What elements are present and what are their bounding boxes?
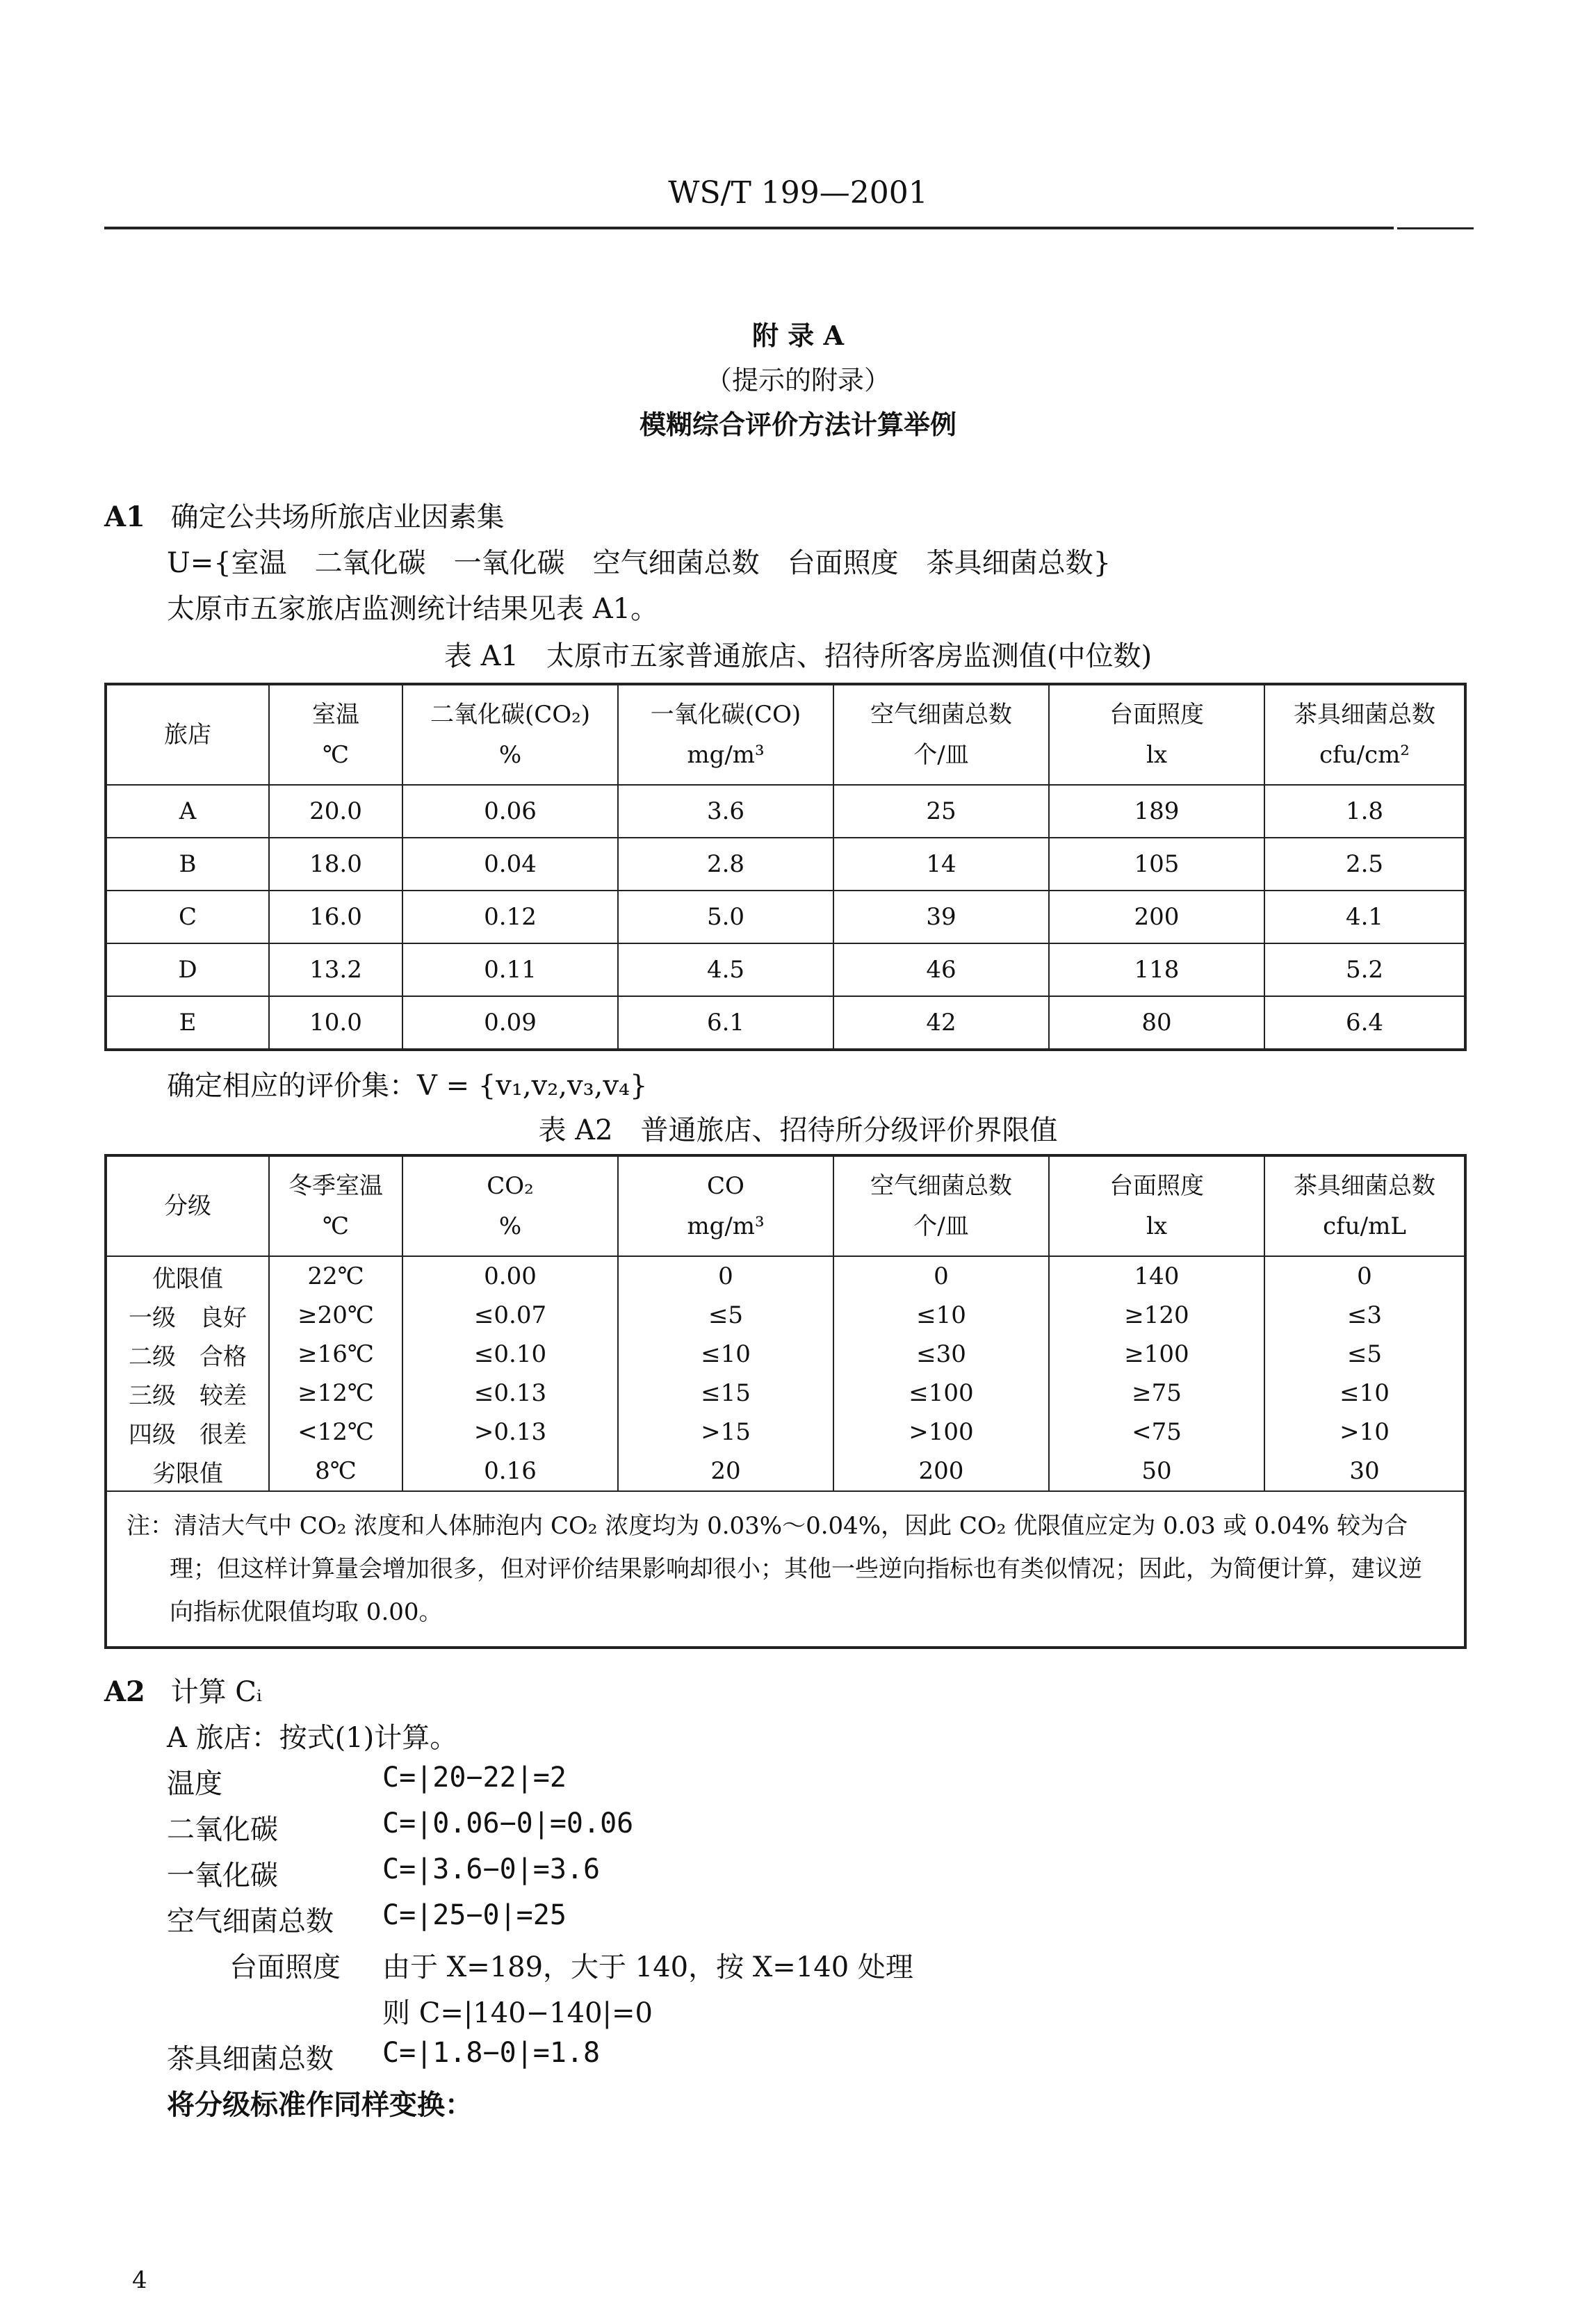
cell: 14 — [833, 838, 1049, 891]
cell: 50 — [1049, 1452, 1264, 1491]
calc-label-co: 一氧化碳 — [167, 1860, 278, 1892]
table1-caption: 表 A1 太原市五家普通旅店、招待所客房监测值(中位数) — [443, 640, 1153, 672]
cell: 80 — [1049, 996, 1264, 1050]
table-header-row — [106, 684, 1465, 785]
calc-label-illuminance: 台面照度 — [229, 1951, 341, 1983]
section-title: 计算 Cᵢ — [170, 1676, 262, 1708]
section-number: A1 — [104, 501, 145, 533]
page-number: 4 — [132, 2266, 147, 2294]
cell: 22℃ — [269, 1256, 402, 1296]
cell: 0.00 — [402, 1256, 618, 1296]
cell: >100 — [833, 1413, 1049, 1452]
table-row — [106, 1413, 1465, 1452]
cell: ≤30 — [833, 1335, 1049, 1374]
cell: ≤10 — [833, 1296, 1049, 1335]
section-a1-heading — [104, 495, 505, 535]
table-row — [106, 891, 1465, 943]
header-illuminance: 台面照度 lx — [1049, 684, 1264, 785]
factor-set: U={室温 二氧化碳 一氧化碳 空气细菌总数 台面照度 茶具细菌总数} — [167, 547, 1112, 579]
header-winter-temperature: 冬季室温 ℃ — [269, 1155, 402, 1256]
cell: 劣限值 — [106, 1452, 269, 1491]
cell: 200 — [833, 1452, 1049, 1491]
calc-formula-co2: C=|0.06−0|=0.06 — [382, 1807, 634, 1839]
header-air-bacteria: 空气细菌总数 个/皿 — [833, 1155, 1049, 1256]
calc-label-air-bacteria: 空气细菌总数 — [167, 1905, 334, 1937]
cell: 18.0 — [269, 838, 402, 891]
cell: 三级 较差 — [106, 1374, 269, 1413]
calc-formula-tea-bacteria: C=|1.8−0|=1.8 — [382, 2037, 601, 2069]
cell: E — [106, 996, 269, 1050]
cell: 4.5 — [618, 943, 833, 996]
cell: ≥120 — [1049, 1296, 1264, 1335]
cell: 20 — [618, 1452, 833, 1491]
calc-label-tea-bacteria: 茶具细菌总数 — [167, 2043, 334, 2075]
cell: 25 — [833, 785, 1049, 838]
cell: ≤0.13 — [402, 1374, 618, 1413]
header-co2: 二氧化碳(CO₂) % — [402, 684, 618, 785]
section-number: A2 — [104, 1675, 145, 1708]
cell: >10 — [1264, 1413, 1465, 1452]
cell: C — [106, 891, 269, 943]
table-header-row — [106, 1155, 1465, 1256]
cell: 20.0 — [269, 785, 402, 838]
cell: 30 — [1264, 1452, 1465, 1491]
cell: 4.1 — [1264, 891, 1465, 943]
header-hotel: 旅店 — [106, 684, 269, 785]
calc-formula-co: C=|3.6−0|=3.6 — [382, 1853, 601, 1885]
cell: B — [106, 838, 269, 891]
table-row — [106, 1296, 1465, 1335]
cell: <75 — [1049, 1413, 1264, 1452]
header-tea-bacteria: 茶具细菌总数 cfu/mL — [1264, 1155, 1465, 1256]
cell: A — [106, 785, 269, 838]
calc-label-co2: 二氧化碳 — [167, 1814, 278, 1846]
cell: 0.09 — [402, 996, 618, 1050]
cell: ≤10 — [1264, 1374, 1465, 1413]
cell: ≤5 — [618, 1296, 833, 1335]
cell: 0.04 — [402, 838, 618, 891]
section-a2-heading — [104, 1670, 262, 1709]
table-row — [106, 1452, 1465, 1491]
table-row — [106, 1256, 1465, 1296]
cell: >0.13 — [402, 1413, 618, 1452]
cell: 6.4 — [1264, 996, 1465, 1050]
cell: 3.6 — [618, 785, 833, 838]
cell: ≥16℃ — [269, 1335, 402, 1374]
cell: ≤5 — [1264, 1335, 1465, 1374]
cell: 0 — [833, 1256, 1049, 1296]
cell: >15 — [618, 1413, 833, 1452]
header-air-bacteria: 空气细菌总数 个/皿 — [833, 684, 1049, 785]
cell: 46 — [833, 943, 1049, 996]
cell: 四级 很差 — [106, 1413, 269, 1452]
cell: 10.0 — [269, 996, 402, 1050]
cell: 8℃ — [269, 1452, 402, 1491]
cell: 39 — [833, 891, 1049, 943]
cell: ≥12℃ — [269, 1374, 402, 1413]
header-rule-tail — [1397, 227, 1474, 229]
document-header: WS/T 199—2001 — [668, 175, 928, 211]
cell: 0 — [618, 1256, 833, 1296]
cell: 1.8 — [1264, 785, 1465, 838]
calc-label-temperature: 温度 — [167, 1768, 222, 1800]
cell: 优限值 — [106, 1256, 269, 1296]
cell: 二级 合格 — [106, 1335, 269, 1374]
table-row — [106, 996, 1465, 1050]
cell: 200 — [1049, 891, 1264, 943]
cell: 189 — [1049, 785, 1264, 838]
calc-illuminance-condition: 由于 X=189，大于 140，按 X=140 处理 — [382, 1951, 913, 1983]
closing-line: 将分级标准作同样变换： — [167, 2088, 473, 2121]
table-row — [106, 1374, 1465, 1413]
cell: D — [106, 943, 269, 996]
table-row — [106, 943, 1465, 996]
cell: ≥20℃ — [269, 1296, 402, 1335]
cell: 0.16 — [402, 1452, 618, 1491]
cell: 5.2 — [1264, 943, 1465, 996]
header-rule — [104, 227, 1394, 229]
appendix-subtitle: （提示的附录） — [705, 365, 890, 396]
table-note-row — [106, 1491, 1465, 1648]
table1-intro: 太原市五家旅店监测统计结果见表 A1。 — [167, 593, 659, 625]
cell: 0 — [1264, 1256, 1465, 1296]
header-illuminance: 台面照度 lx — [1049, 1155, 1264, 1256]
header-co: CO mg/m³ — [618, 1155, 833, 1256]
header-tea-bacteria: 茶具细菌总数 cfu/cm² — [1264, 684, 1465, 785]
monitoring-table — [104, 683, 1467, 1051]
cell: 0.12 — [402, 891, 618, 943]
grading-table — [104, 1154, 1467, 1649]
table-row — [106, 1335, 1465, 1374]
table-row — [106, 838, 1465, 891]
appendix-title: 附 录 A — [752, 320, 844, 351]
a2-intro: A 旅店：按式(1)计算。 — [167, 1722, 458, 1754]
cell: 6.1 — [618, 996, 833, 1050]
cell: 105 — [1049, 838, 1264, 891]
cell: ≤3 — [1264, 1296, 1465, 1335]
cell: 0.06 — [402, 785, 618, 838]
header-grade: 分级 — [106, 1155, 269, 1256]
cell: 5.0 — [618, 891, 833, 943]
cell: ≤15 — [618, 1374, 833, 1413]
header-co: 一氧化碳(CO) mg/m³ — [618, 684, 833, 785]
calc-formula-temperature: C=|20−22|=2 — [382, 1762, 567, 1794]
cell: ≤0.07 — [402, 1296, 618, 1335]
cell: ≥75 — [1049, 1374, 1264, 1413]
cell: 13.2 — [269, 943, 402, 996]
cell: 140 — [1049, 1256, 1264, 1296]
cell: ≥100 — [1049, 1335, 1264, 1374]
cell: 一级 良好 — [106, 1296, 269, 1335]
cell: <12℃ — [269, 1413, 402, 1452]
table2-caption: 表 A2 普通旅店、招待所分级评价界限值 — [538, 1114, 1058, 1146]
calc-formula-air-bacteria: C=|25−0|=25 — [382, 1899, 567, 1931]
header-co2: CO₂ % — [402, 1155, 618, 1256]
appendix-heading: 模糊综合评价方法计算举例 — [639, 409, 956, 440]
evaluation-set: 确定相应的评价集：V = {v₁,v₂,v₃,v₄} — [167, 1070, 648, 1102]
section-title: 确定公共场所旅店业因素集 — [170, 501, 505, 533]
calc-illuminance-result: 则 C=|140−140|=0 — [382, 1997, 653, 2029]
cell: ≤0.10 — [402, 1335, 618, 1374]
cell: ≤100 — [833, 1374, 1049, 1413]
cell: 0.11 — [402, 943, 618, 996]
cell: 42 — [833, 996, 1049, 1050]
header-temperature: 室温 ℃ — [269, 684, 402, 785]
table-row — [106, 785, 1465, 838]
cell: 2.5 — [1264, 838, 1465, 891]
cell: ≤10 — [618, 1335, 833, 1374]
cell: 118 — [1049, 943, 1264, 996]
cell: 16.0 — [269, 891, 402, 943]
table-note: 注：清洁大气中 CO₂ 浓度和人体肺泡内 CO₂ 浓度均为 0.03%～0.04%，因此 CO₂ 优限值应定为 0.03 或 0.04% 较为合理；但这样计算量会增加很多，但对评价结果影响却很小；其他一些逆向指标也有类似情况；因此，为简便计算，建议逆向指标优限值均取 0.00。 — [106, 1491, 1465, 1648]
cell: 2.8 — [618, 838, 833, 891]
